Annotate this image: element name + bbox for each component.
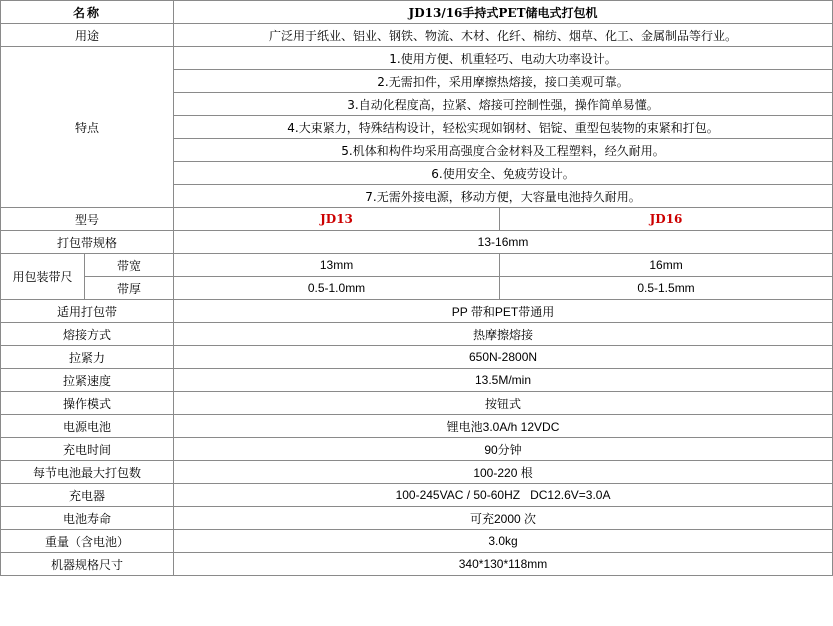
spec-row <box>1 323 833 346</box>
spec-label: 电源电池 <box>1 415 174 438</box>
usage-label: 用途 <box>1 24 174 47</box>
strap-thickness-jd13: 0.5-1.0mm <box>174 277 500 300</box>
usage-row <box>1 24 833 47</box>
strap-width-row <box>1 254 833 277</box>
feature-row <box>1 47 833 70</box>
strap-width-label: 带宽 <box>85 254 174 277</box>
feature-item: 7.无需外接电源，移动方便，大容量电池持久耐用。 <box>174 185 833 208</box>
feature-item: 1.使用方便、机重轻巧、电动大功率设计。 <box>174 47 833 70</box>
spec-value: 90分钟 <box>174 438 833 461</box>
model-row <box>1 208 833 231</box>
spec-value: 锂电池3.0A/h 12VDC <box>174 415 833 438</box>
strap-thickness-jd16: 0.5-1.5mm <box>500 277 833 300</box>
spec-label: 适用打包带 <box>1 300 174 323</box>
spec-value: 按钮式 <box>174 392 833 415</box>
name-header: 名称 <box>1 1 174 24</box>
strap-size-label: 用包装带尺 <box>1 254 85 300</box>
spec-label: 充电器 <box>1 484 174 507</box>
spec-row <box>1 461 833 484</box>
spec-value: 100-220 根 <box>174 461 833 484</box>
spec-value: 3.0kg <box>174 530 833 553</box>
strap-thickness-row <box>1 277 833 300</box>
model-jd13: JD13 <box>174 208 500 231</box>
spec-label: 拉紧速度 <box>1 369 174 392</box>
feature-item: 3.自动化程度高，拉紧、熔接可控制性强，操作简单易懂。 <box>174 93 833 116</box>
model-jd16: JD16 <box>500 208 833 231</box>
spec-value: 100-245VAC / 50-60HZ DC12.6V=3.0A <box>174 484 833 507</box>
spec-row <box>1 369 833 392</box>
spec-row <box>1 346 833 369</box>
spec-row <box>1 530 833 553</box>
spec-label: 重量（含电池） <box>1 530 174 553</box>
spec-value: 340*130*118mm <box>174 553 833 576</box>
spec-row <box>1 484 833 507</box>
strap-spec-label: 打包带规格 <box>1 231 174 254</box>
spec-label: 充电时间 <box>1 438 174 461</box>
spec-label: 拉紧力 <box>1 346 174 369</box>
model-label: 型号 <box>1 208 174 231</box>
spec-row <box>1 438 833 461</box>
spec-value: PP 带和PET带通用 <box>174 300 833 323</box>
spec-row <box>1 553 833 576</box>
strap-spec-value: 13-16mm <box>174 231 833 254</box>
spec-row <box>1 300 833 323</box>
feature-item: 2.无需扣件，采用摩擦热熔接，接口美观可靠。 <box>174 70 833 93</box>
spec-row <box>1 392 833 415</box>
strap-width-jd13: 13mm <box>174 254 500 277</box>
spec-label: 每节电池最大打包数 <box>1 461 174 484</box>
spec-value: 650N-2800N <box>174 346 833 369</box>
spec-label: 操作模式 <box>1 392 174 415</box>
feature-item: 4.大束紧力，特殊结构设计，轻松实现如钢材、铝锭、重型包装物的束紧和打包。 <box>174 116 833 139</box>
feature-item: 5.机体和构件均采用高强度合金材料及工程塑料，经久耐用。 <box>174 139 833 162</box>
spec-value: 可充2000 次 <box>174 507 833 530</box>
spec-row <box>1 507 833 530</box>
feature-item: 6.使用安全、免疲劳设计。 <box>174 162 833 185</box>
spec-value: 热摩擦熔接 <box>174 323 833 346</box>
spec-label: 电池寿命 <box>1 507 174 530</box>
title-row <box>1 1 833 24</box>
spec-label: 机器规格尺寸 <box>1 553 174 576</box>
spec-label: 熔接方式 <box>1 323 174 346</box>
strap-thickness-label: 带厚 <box>85 277 174 300</box>
usage-text: 广泛用于纸业、铝业、钢铁、物流、木材、化纤、棉纺、烟草、化工、金属制品等行业。 <box>174 24 833 47</box>
product-title: JD13/16手持式PET储电式打包机 <box>174 1 833 24</box>
strap-width-jd16: 16mm <box>500 254 833 277</box>
spec-value: 13.5M/min <box>174 369 833 392</box>
spec-row <box>1 415 833 438</box>
strap-spec-row <box>1 231 833 254</box>
features-label: 特点 <box>1 47 174 208</box>
